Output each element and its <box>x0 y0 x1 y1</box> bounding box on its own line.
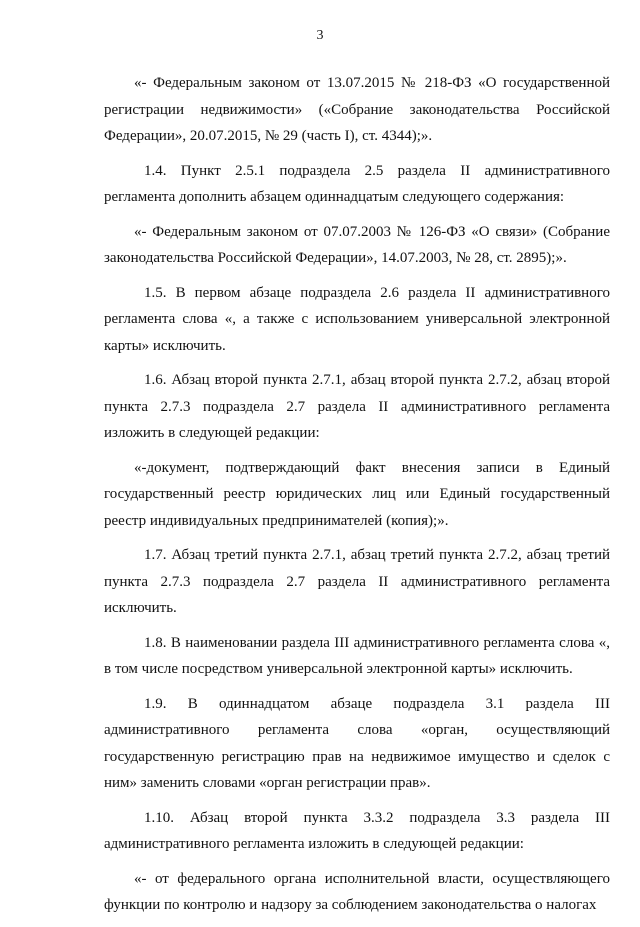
paragraph-1-6: 1.6. Абзац второй пункта 2.7.1, абзац второй пункта 2.7.2, абзац второй пункта 2.7.3 подраздела 2.7 раздела II административного регламента изложить в следующей редакции: <box>104 372 610 441</box>
paragraph-1-5: 1.5. В первом абзаце подраздела 2.6 раздела II административного регламента слова «, а также с использованием универсальной электронной карты» исключить. <box>104 284 610 354</box>
paragraph-1-7: 1.7. Абзац третий пункта 2.7.1, абзац третий пункта 2.7.2, абзац третий пункта 2.7.3 подраздела 2.7 раздела II административного регламента исключить. <box>104 547 610 616</box>
document-body <box>104 70 610 927</box>
paragraph-quote-tax-authority: «- от федерального органа исполнительной власти, осуществляющего функции по контролю и надзору за соблюдением законодательства о налогах <box>104 870 610 913</box>
paragraph-1-4: 1.4. Пункт 2.5.1 подраздела 2.5 раздела II административного регламента дополнить абзацем одиннадцатым следующего содержания: <box>104 162 610 205</box>
paragraph-1-9: 1.9. В одиннадцатом абзаце подраздела 3.1 раздела III административного регламента слова «орган, осуществляющий государственную регистрацию прав на недвижимое имущество и сделок с ним» заменить словами «орган регистрации прав». <box>104 695 610 791</box>
page-number: 3 <box>316 28 324 43</box>
paragraph-1-8: 1.8. В наименовании раздела III административного регламента слова «, в том числе посредством универсальной электронной карты» исключить. <box>104 634 610 677</box>
paragraph-quote-218fz: «- Федеральным законом от 13.07.2015 № 218-ФЗ «О государственной регистрации недвижимости» («Собрание законодательства Российской Федерации», 20.07.2015, № 29 (часть I), ст. 4344);». <box>104 75 610 144</box>
paragraph-quote-document: «-документ, подтверждающий факт внесения записи в Единый государственный реестр юридических лиц или Единый государственный реестр индивидуальных предпринимателей (копия);». <box>104 459 610 529</box>
paragraph-1-10: 1.10. Абзац второй пункта 3.3.2 подраздела 3.3 раздела III административного регламента изложить в следующей редакции: <box>104 809 610 852</box>
paragraph-quote-126fz: «- Федеральным законом от 07.07.2003 № 126-ФЗ «О связи» (Собрание законодательства Российской Федерации», 14.07.2003, № 28, ст. 2895);». <box>104 223 610 266</box>
